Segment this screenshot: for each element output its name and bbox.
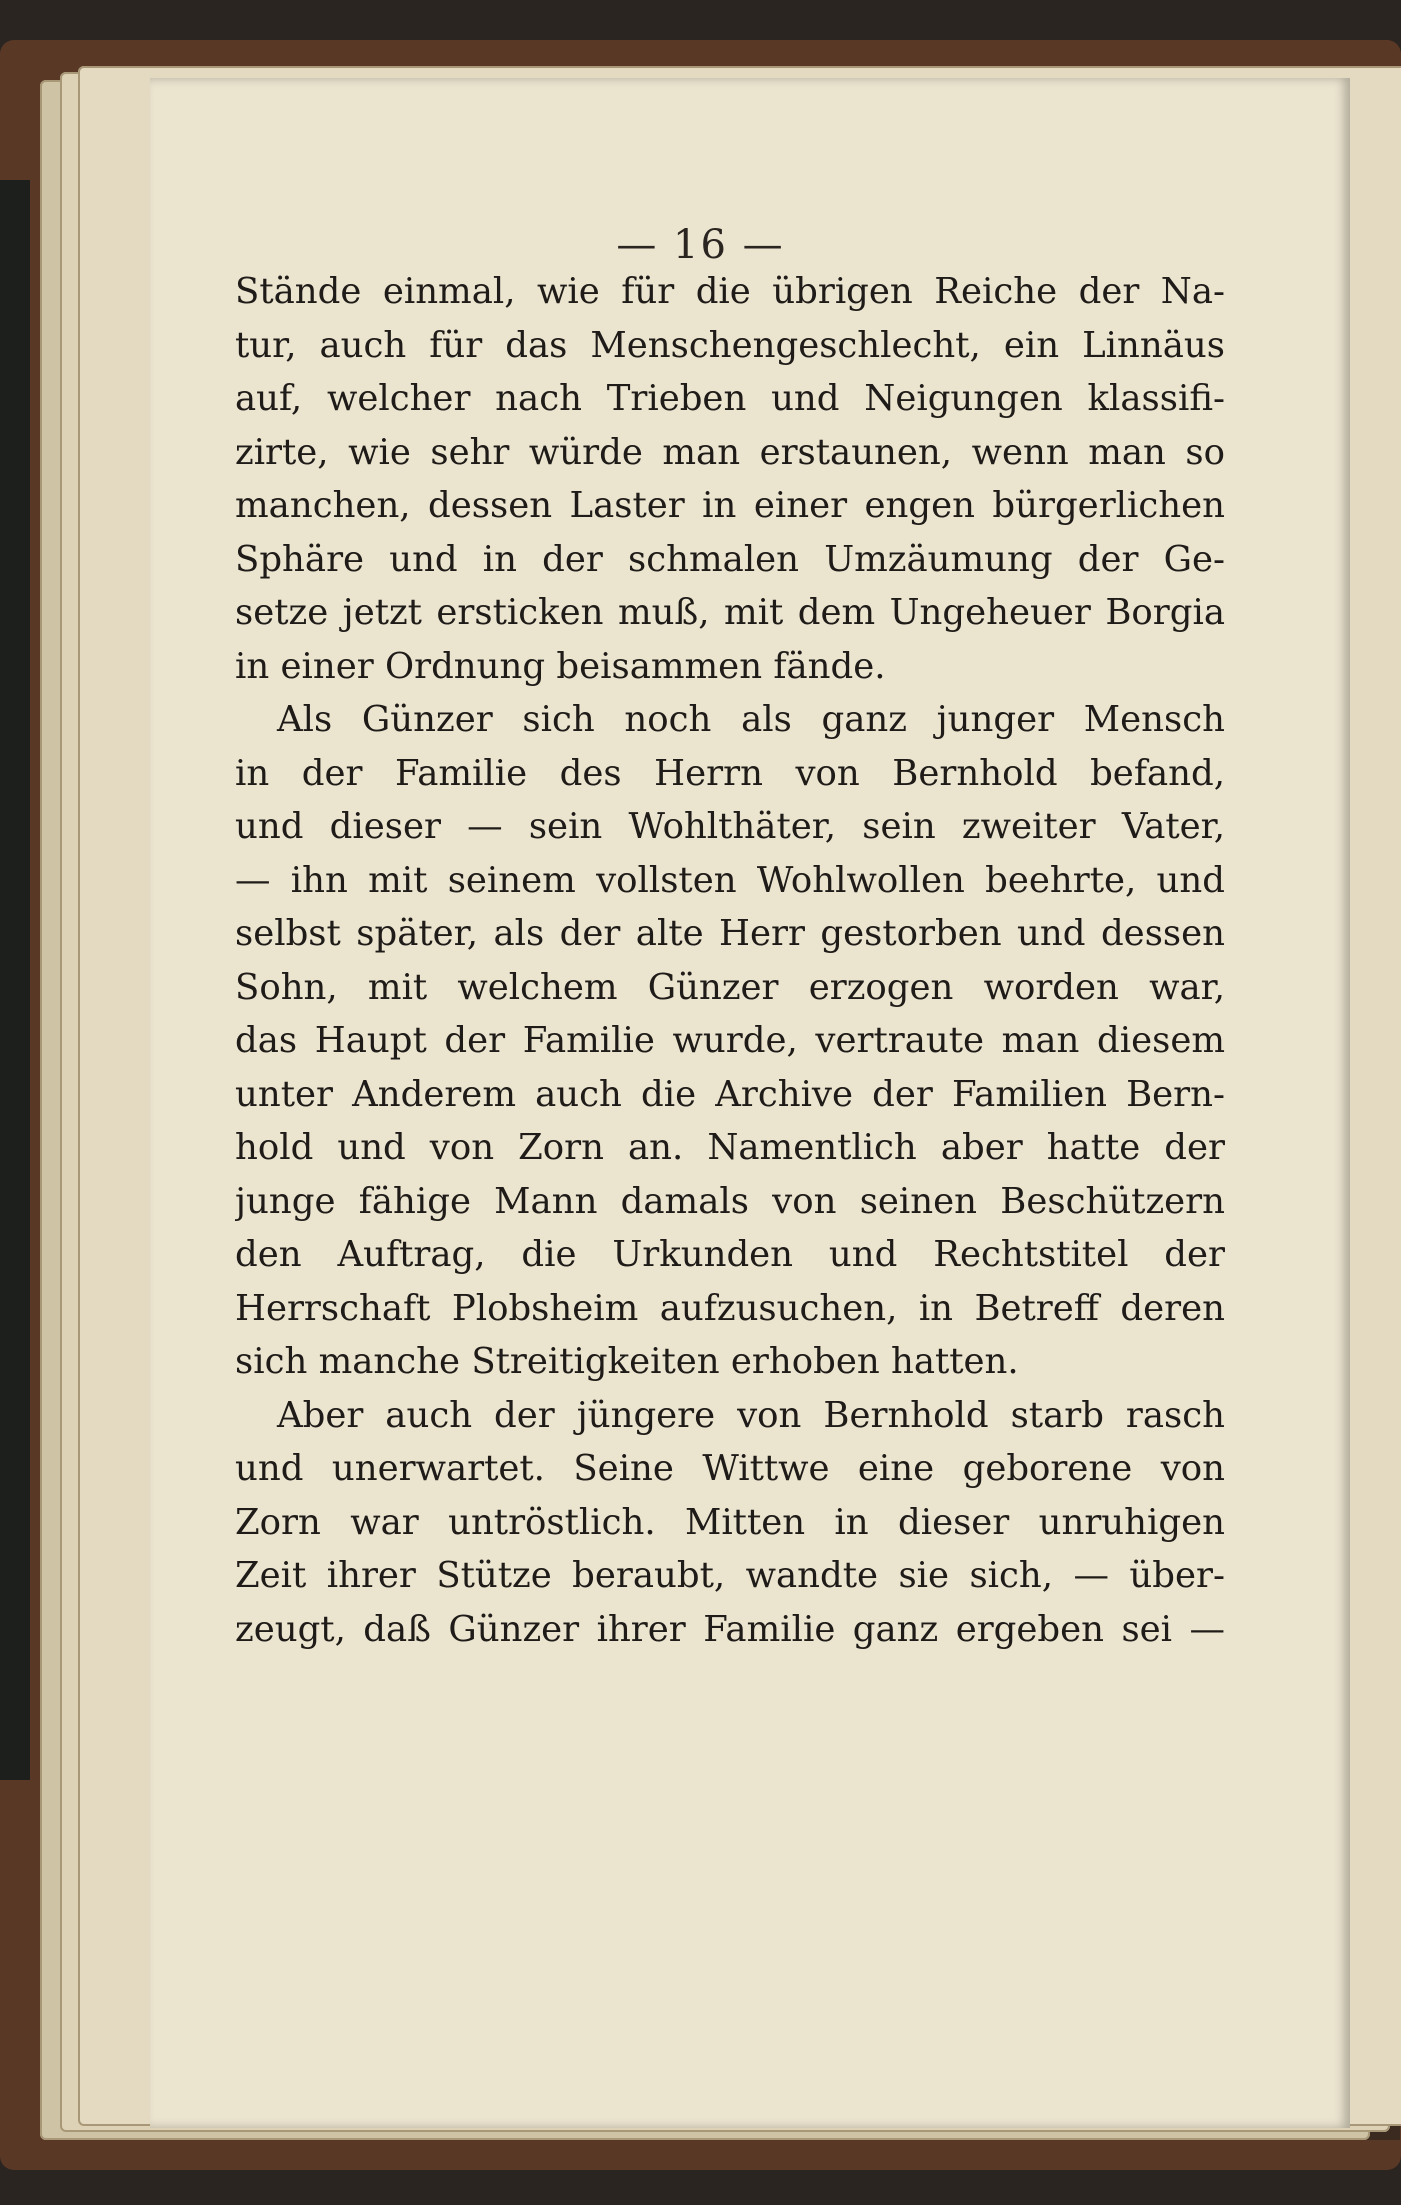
text-line: Stände einmal, wie für die übrigen Reiche der Na- — [235, 271, 1225, 312]
text-line: junge fähige Mann damals von seinen Beschützern — [235, 1180, 1225, 1222]
text-line: sich manche Streitigkeiten erhoben hatten. — [235, 1341, 1019, 1382]
text-line: und unerwartet. Seine Wittwe eine geborene von — [235, 1448, 1225, 1489]
cover-spine-shadow — [0, 180, 30, 1780]
text-line: Zorn war untröstlich. Mitten in dieser unruhigen — [235, 1501, 1225, 1543]
text-line: hold und von Zorn an. Namentlich aber hatte der — [235, 1127, 1225, 1168]
text-line: manchen, dessen Laster in einer engen bürgerlichen — [235, 485, 1225, 526]
body-text — [235, 265, 1225, 1656]
text-line: — ihn mit seinem vollsten Wohlwollen beehrte, und — [235, 859, 1225, 901]
text-line: in der Familie des Herrn von Bernhold befand, — [235, 752, 1225, 794]
text-line: Als Günzer sich noch als ganz junger Mensch — [277, 699, 1225, 740]
text-line: in einer Ordnung beisammen fände. — [235, 645, 886, 687]
text-line: zeugt, daß Günzer ihrer Familie ganz ergeben sei — — [235, 1608, 1225, 1650]
text-line: Aber auch der jüngere von Bernhold starb rasch — [277, 1394, 1225, 1436]
text-line: das Haupt der Familie wurde, vertraute man diesem — [235, 1020, 1225, 1061]
text-line: Sohn, mit welchem Günzer erzogen worden war, — [235, 966, 1225, 1008]
text-line: selbst später, als der alte Herr gestorben und dessen — [235, 913, 1225, 954]
text-line: auf, welcher nach Trieben und Neigungen klassifi- — [235, 378, 1225, 419]
text-line: Herrschaft Plobsheim aufzusuchen, in Betreff deren — [235, 1287, 1225, 1329]
text-line: und dieser — sein Wohlthäter, sein zweiter Vater, — [235, 806, 1225, 847]
text-line: den Auftrag, die Urkunden und Rechtstitel der — [235, 1234, 1225, 1275]
text-line: setze jetzt ersticken muß, mit dem Ungeheuer Borgia — [235, 592, 1225, 633]
text-line: Sphäre und in der schmalen Umzäumung der Ge- — [235, 538, 1225, 580]
text-line: unter Anderem auch die Archive der Familien Bern- — [235, 1073, 1225, 1115]
text-line: zirte, wie sehr würde man erstaunen, wenn man so — [235, 431, 1225, 473]
text-line: Zeit ihrer Stütze beraubt, wandte sie sich, — über- — [235, 1555, 1225, 1596]
page-number: — 16 — — [616, 222, 785, 268]
text-line: tur, auch für das Menschengeschlecht, ein Linnäus — [235, 324, 1225, 366]
